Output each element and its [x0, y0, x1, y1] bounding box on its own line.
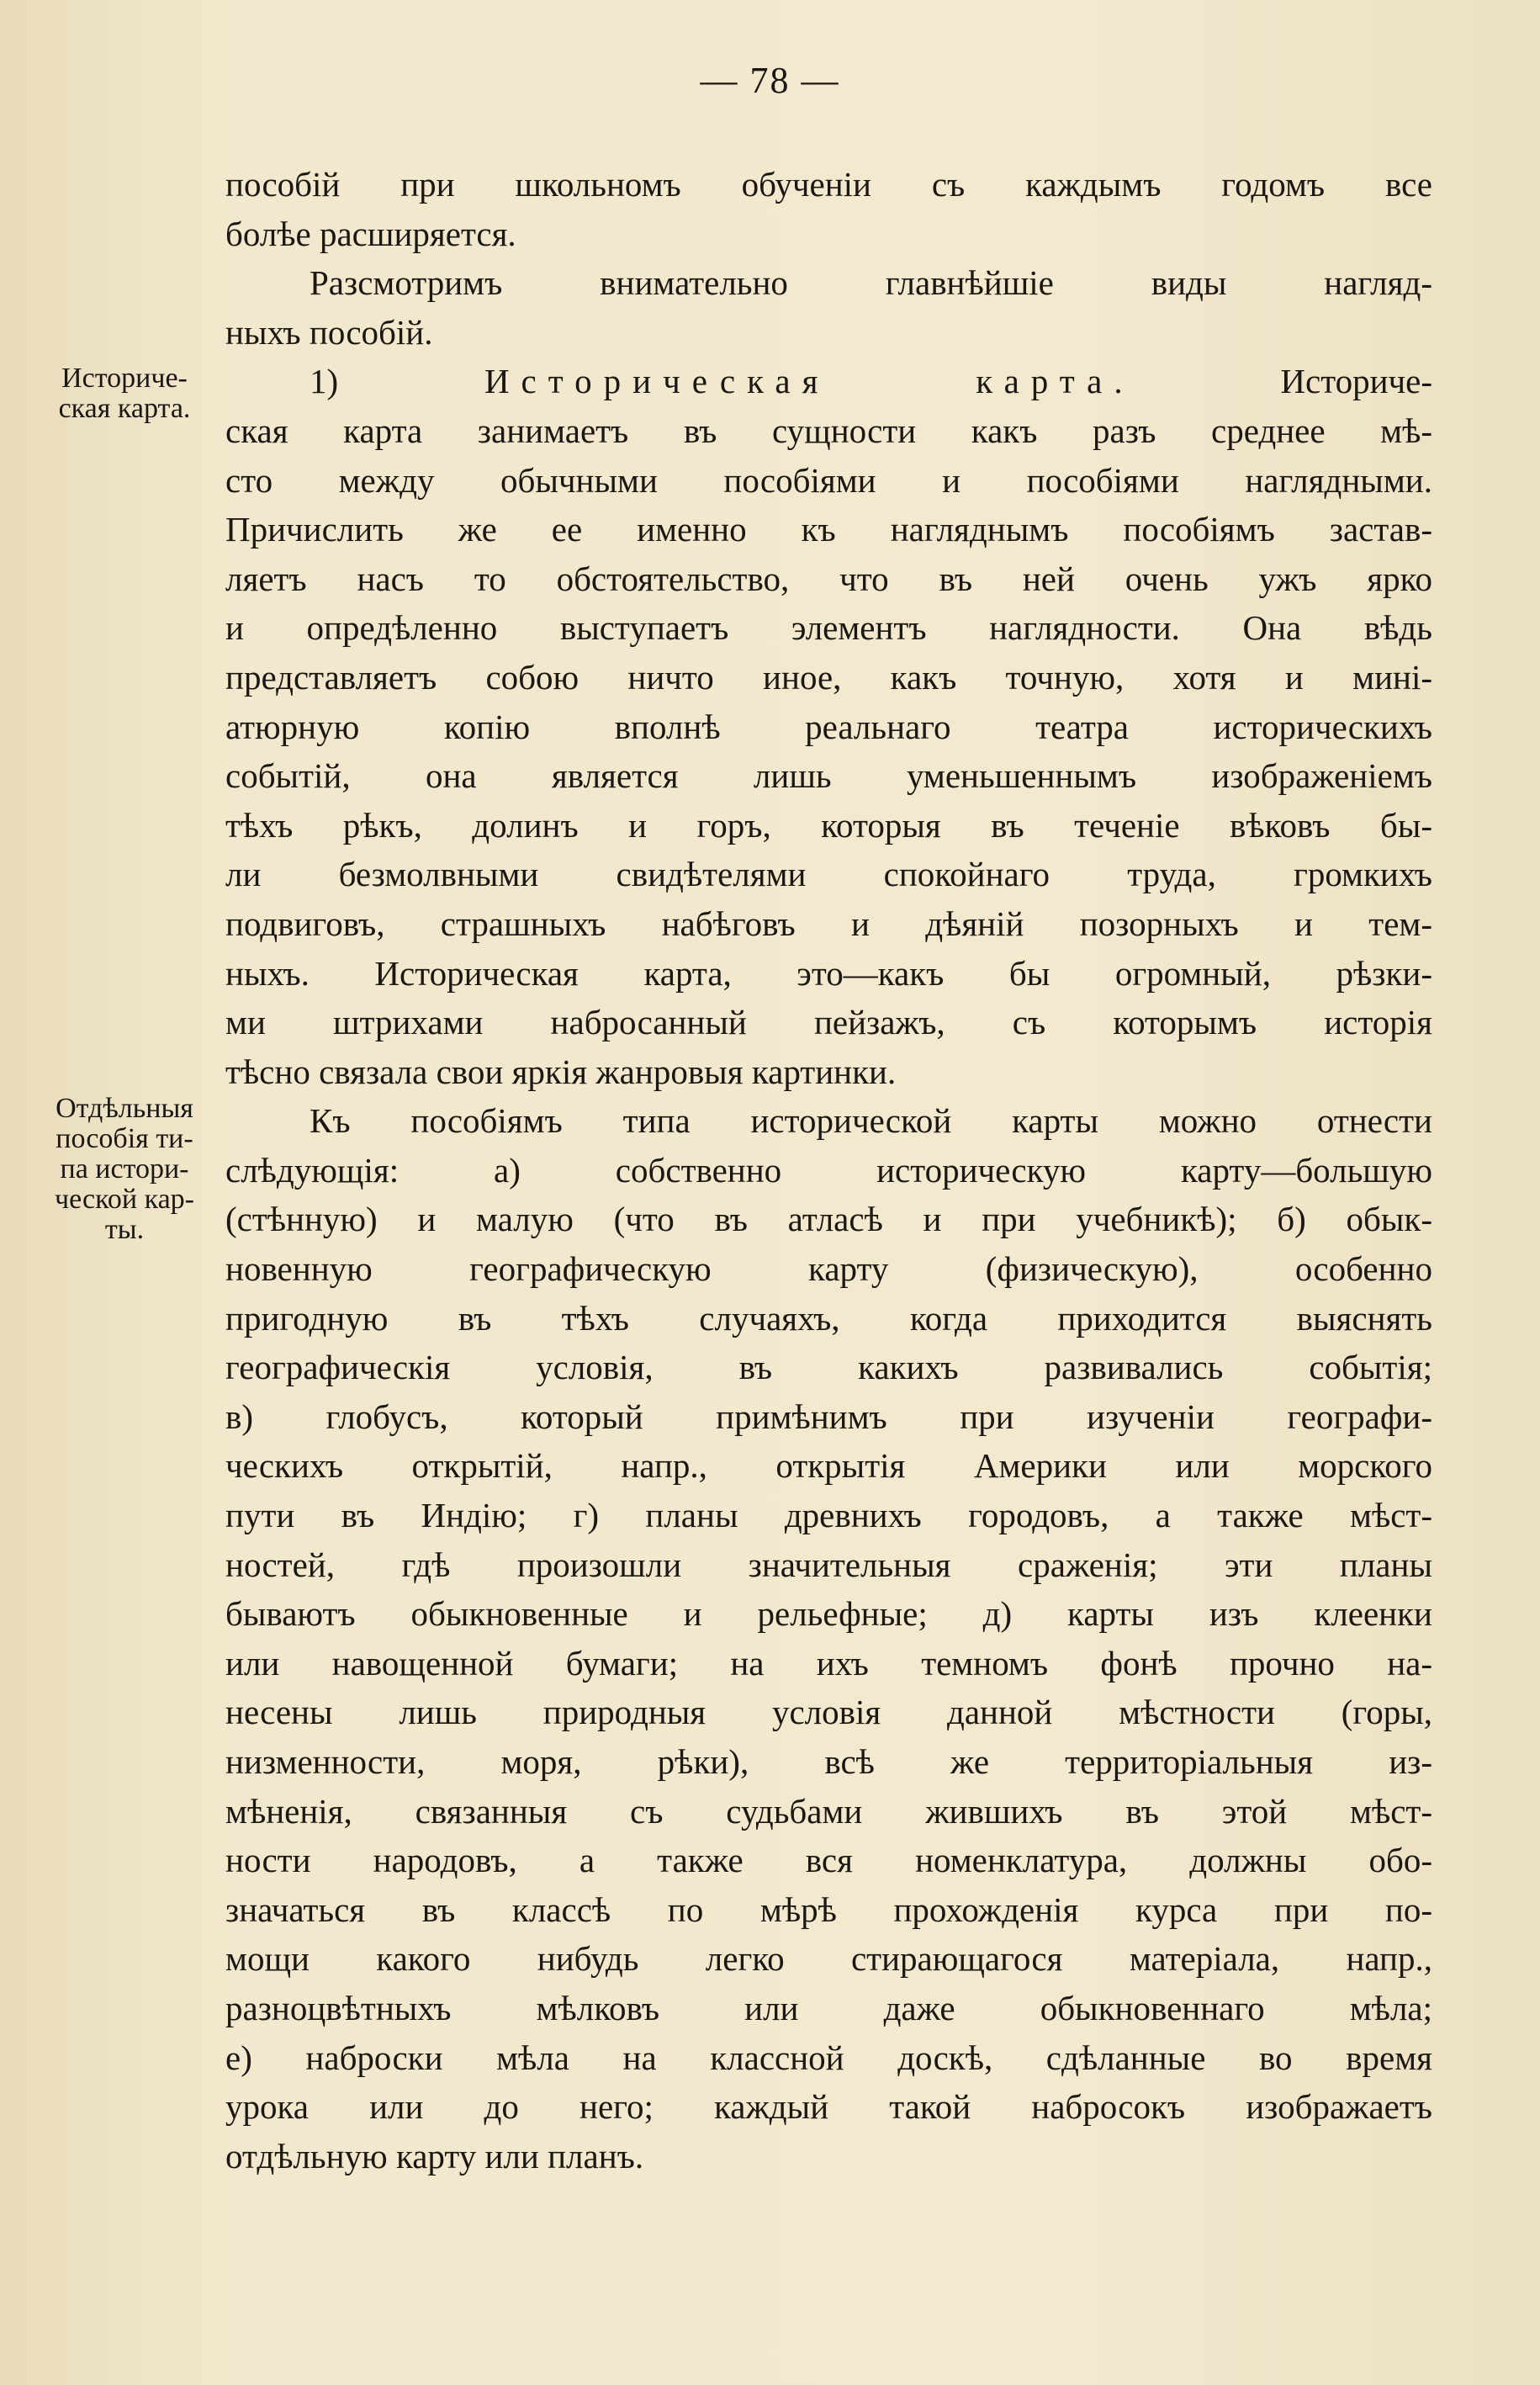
margin-note-line: Отдѣльныя	[56, 1093, 193, 1124]
text-line: мощи какого нибудь легко стирающагося матеріала, напр.,	[225, 1939, 1432, 1979]
margin-note-line: пособія ти-	[56, 1123, 193, 1154]
text-line: подвиговъ, страшныхъ набѣговъ и дѣяній позорныхъ и тем-	[225, 904, 1432, 943]
text-line: (стѣнную) и малую (что въ атласѣ и при учебникѣ); б) обык-	[225, 1200, 1432, 1239]
text-line: ская карта занимаетъ въ сущности какъ разъ среднее мѣ-	[225, 411, 1432, 450]
text-line: или навощенной бумаги; на ихъ темномъ фонѣ прочно на-	[225, 1643, 1432, 1683]
text-line: ныхъ пособій.	[225, 312, 433, 352]
text-line: событій, она является лишь уменьшеннымъ изображеніемъ	[225, 756, 1432, 796]
text-line: 1) Историческая карта. Историче-	[310, 362, 1432, 401]
text-line: пособій при школьномъ обученіи съ каждымъ годомъ все	[225, 165, 1432, 204]
text-line: тѣсно связала свои яркія жанровыя картинки.	[225, 1052, 897, 1091]
text-line: несены лишь природныя условія данной мѣстности (горы,	[225, 1693, 1432, 1732]
text-line: е) наброски мѣла на классной доскѣ, сдѣланные во время	[225, 2038, 1432, 2077]
text-line: пути въ Индію; г) планы древнихъ городовъ, а также мѣст-	[225, 1496, 1432, 1535]
text-line: бываютъ обыкновенные и рельефные; д) карты изъ клеенки	[225, 1594, 1432, 1634]
text-line: тѣхъ рѣкъ, долинъ и горъ, которыя въ теченіе вѣковъ бы-	[225, 805, 1432, 845]
text-line: ли безмолвными свидѣтелями спокойнаго труда, громкихъ	[225, 855, 1432, 894]
text-line: Причислить же ее именно къ нагляднымъ пособіямъ застав-	[225, 510, 1432, 549]
text-line: низменности, моря, рѣки), всѣ же территоріальныя из-	[225, 1742, 1432, 1781]
text-line: в) глобусъ, который примѣнимъ при изученіи географи-	[225, 1397, 1432, 1436]
text-line: отдѣльную карту или планъ.	[225, 2136, 644, 2176]
text-line: географическія условія, въ какихъ развивались событія;	[225, 1348, 1432, 1387]
text-line: Разсмотримъ внимательно главнѣйшіе виды нагляд-	[310, 263, 1432, 303]
text-line: болѣе расширяется.	[225, 214, 516, 253]
text-line: урока или до него; каждый такой набросокъ изображаетъ	[225, 2087, 1432, 2127]
body-text	[225, 160, 1432, 2181]
text-line: пригодную въ тѣхъ случаяхъ, когда приходится выяснять	[225, 1298, 1432, 1338]
margin-note-line: ческой кар-	[54, 1184, 195, 1215]
text-line: и опредѣленно выступаетъ элементъ наглядности. Она вѣдь	[225, 608, 1432, 648]
text-line: ныхъ. Историческая карта, это—какъ бы огромный, рѣзки-	[225, 953, 1432, 993]
text-line: мѣненія, связанныя съ судьбами жившихъ въ этой мѣст-	[225, 1791, 1432, 1831]
page-number: — 78 —	[700, 60, 840, 101]
text-line: ности народовъ, а также вся номенклатура, должны обо-	[225, 1841, 1432, 1880]
text-line: ческихъ открытій, напр., открытія Америки или морского	[225, 1446, 1432, 1486]
text-line: ляетъ насъ то обстоятельство, что въ ней очень ужъ ярко	[225, 559, 1432, 598]
text-line: разноцвѣтныхъ мѣлковъ или даже обыкновеннаго мѣла;	[225, 1988, 1432, 2027]
text-line: представляетъ собою ничто иное, какъ точную, хотя и мині-	[225, 657, 1432, 697]
margin-note-historical-map	[22, 363, 227, 424]
margin-note-line: Историче-	[61, 363, 188, 394]
text-line: Къ пособіямъ типа исторической карты можно отнести	[310, 1101, 1432, 1141]
margin-note-line: ты.	[104, 1214, 145, 1245]
text-line: слѣдующія: а) собственно историческую карту—большую	[225, 1150, 1432, 1190]
margin-note-line: па истори-	[60, 1153, 189, 1185]
text-line: значаться въ классѣ по мѣрѣ прохожденія курса при по-	[225, 1889, 1432, 1929]
text-line: сто между обычными пособіями и пособіями наглядными.	[225, 460, 1432, 500]
text-line: новенную географическую карту (физическую), особенно	[225, 1249, 1432, 1289]
text-line: ностей, гдѣ произошли значительныя сраженія; эти планы	[225, 1545, 1432, 1584]
margin-note-line: ская карта.	[58, 393, 191, 424]
text-line: ми штрихами набросанный пейзажъ, съ которымъ исторія	[225, 1003, 1432, 1042]
margin-note-map-type-aids	[22, 1094, 227, 1245]
text-line: атюрную копію вполнѣ реальнаго театра историческихъ	[225, 707, 1432, 746]
